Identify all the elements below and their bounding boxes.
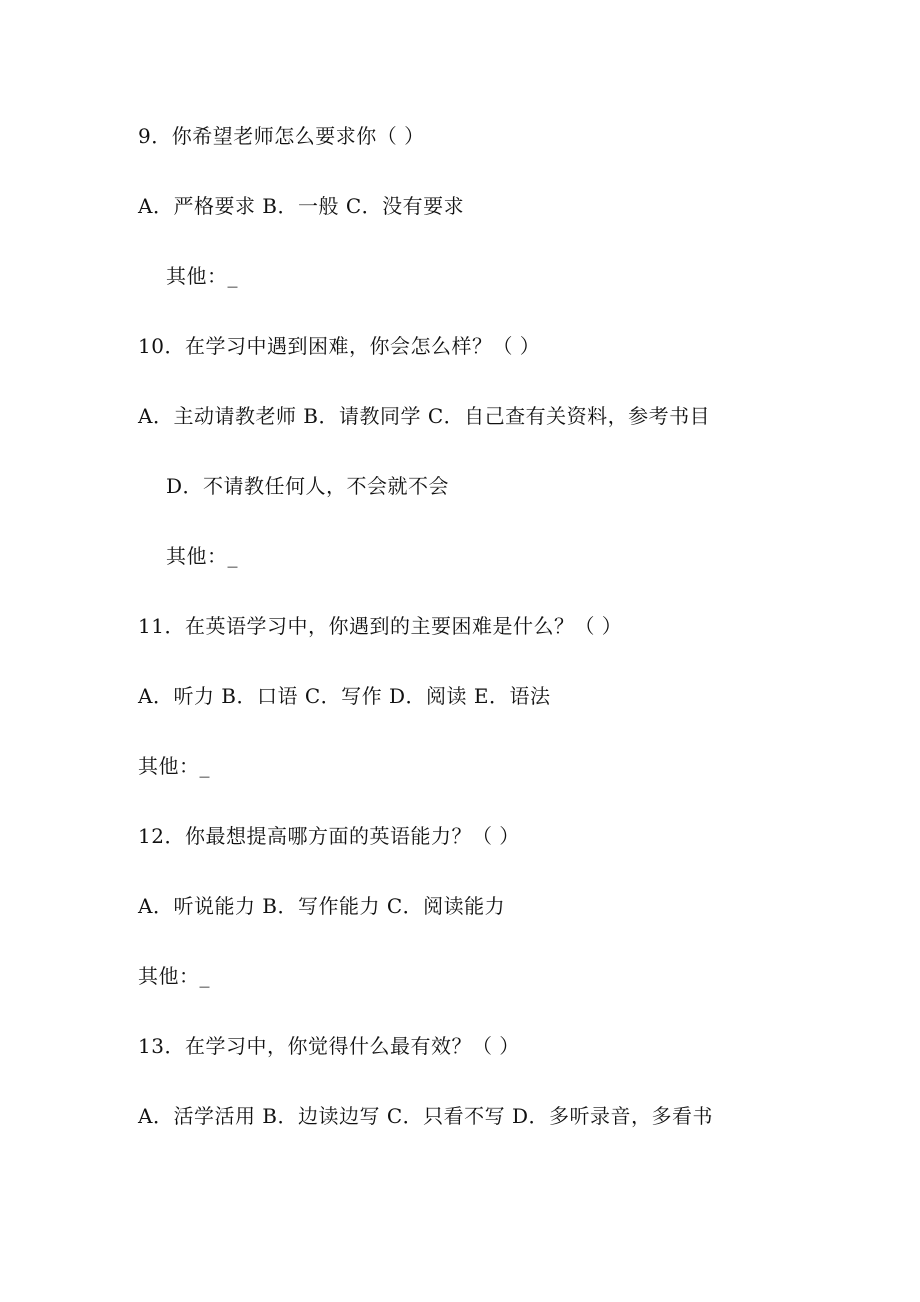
question-11-options: A．听力 B．口语 C．写作 D．阅读 E．语法: [138, 684, 551, 708]
question-9-options: A．严格要求 B．一般 C．没有要求: [138, 194, 465, 218]
question-10-options: A．主动请教老师 B．请教同学 C．自己查有关资料，参考书目: [138, 404, 711, 428]
question-11-text: 11．在英语学习中，你遇到的主要困难是什么？（ ）: [138, 614, 623, 638]
question-9-text: 9．你希望老师怎么要求你（ ）: [138, 124, 425, 148]
question-12-options: A．听说能力 B．写作能力 C．阅读能力: [138, 894, 506, 918]
question-11-other: 其他：_: [138, 754, 210, 778]
question-9-other: 其他：_: [166, 264, 238, 288]
question-10-text: 10．在学习中遇到困难，你会怎么样？（ ）: [138, 334, 541, 358]
question-13-options: A．活学活用 B．边读边写 C．只看不写 D．多听录音，多看书: [138, 1104, 714, 1128]
question-13-text: 13．在学习中，你觉得什么最有效？（ ）: [138, 1034, 520, 1058]
question-12-text: 12．你最想提高哪方面的英语能力？（ ）: [138, 824, 520, 848]
question-10-other: 其他：_: [166, 544, 238, 568]
question-10-options-2: D．不请教任何人，不会就不会: [166, 474, 450, 498]
question-12-other: 其他：_: [138, 964, 210, 988]
